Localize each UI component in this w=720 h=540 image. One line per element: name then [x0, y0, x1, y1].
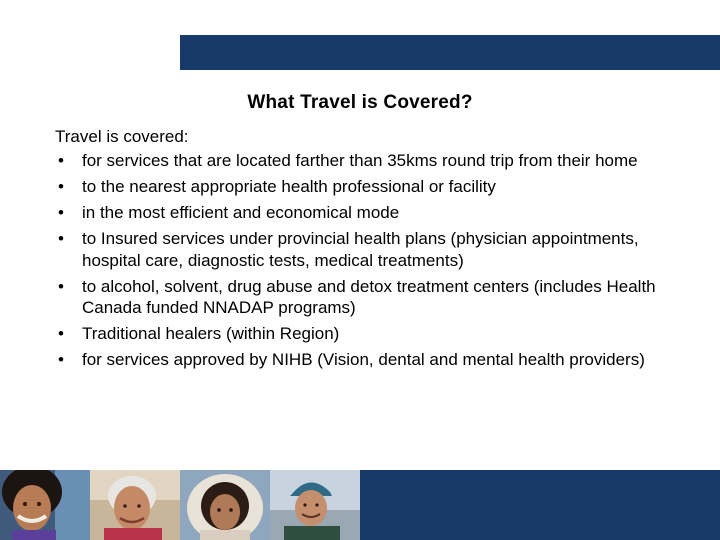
photo-strip [0, 470, 360, 540]
bullet-text: to alcohol, solvent, drug abuse and detox treatment centers (includes Health Canada funded NNADAP programs) [82, 276, 656, 317]
bullet-icon: • [58, 276, 64, 296]
bullet-icon: • [58, 350, 64, 369]
list-item [55, 176, 675, 198]
list-item [55, 202, 675, 224]
bullet-text: for services that are located farther than 35kms round trip from their home [82, 151, 638, 170]
bullet-text: in the most efficient and economical mode [82, 203, 400, 222]
elder-woman-photo [90, 470, 180, 540]
bullet-icon: • [58, 229, 64, 248]
list-item [55, 323, 675, 345]
list-item [55, 228, 675, 271]
intro-text: Travel is covered: [55, 127, 189, 146]
bottom-accent-band [360, 470, 720, 540]
bullet-icon: • [58, 324, 64, 343]
smiling-woman-photo [0, 470, 90, 540]
bullet-icon: • [58, 203, 64, 222]
list-item [55, 150, 675, 172]
bullet-text: to the nearest appropriate health professional or facility [82, 177, 496, 196]
bullet-text: for services approved by NIHB (Vision, dental and mental health providers) [82, 350, 645, 369]
bullet-icon: • [58, 177, 64, 196]
bullet-icon: • [58, 151, 64, 170]
bullet-list [55, 150, 675, 375]
slide-title: What Travel is Covered? [247, 92, 473, 113]
bullet-text: Traditional healers (within Region) [82, 324, 340, 343]
man-in-hard-hat-photo [270, 470, 360, 540]
bullet-text: to Insured services under provincial health plans (physician appointments, hospital care, diagnostic tests, medical treatments) [82, 229, 639, 270]
list-item [55, 276, 675, 319]
top-accent-band [180, 35, 720, 70]
child-in-fur-hood-photo [180, 470, 270, 540]
list-item [55, 349, 675, 371]
